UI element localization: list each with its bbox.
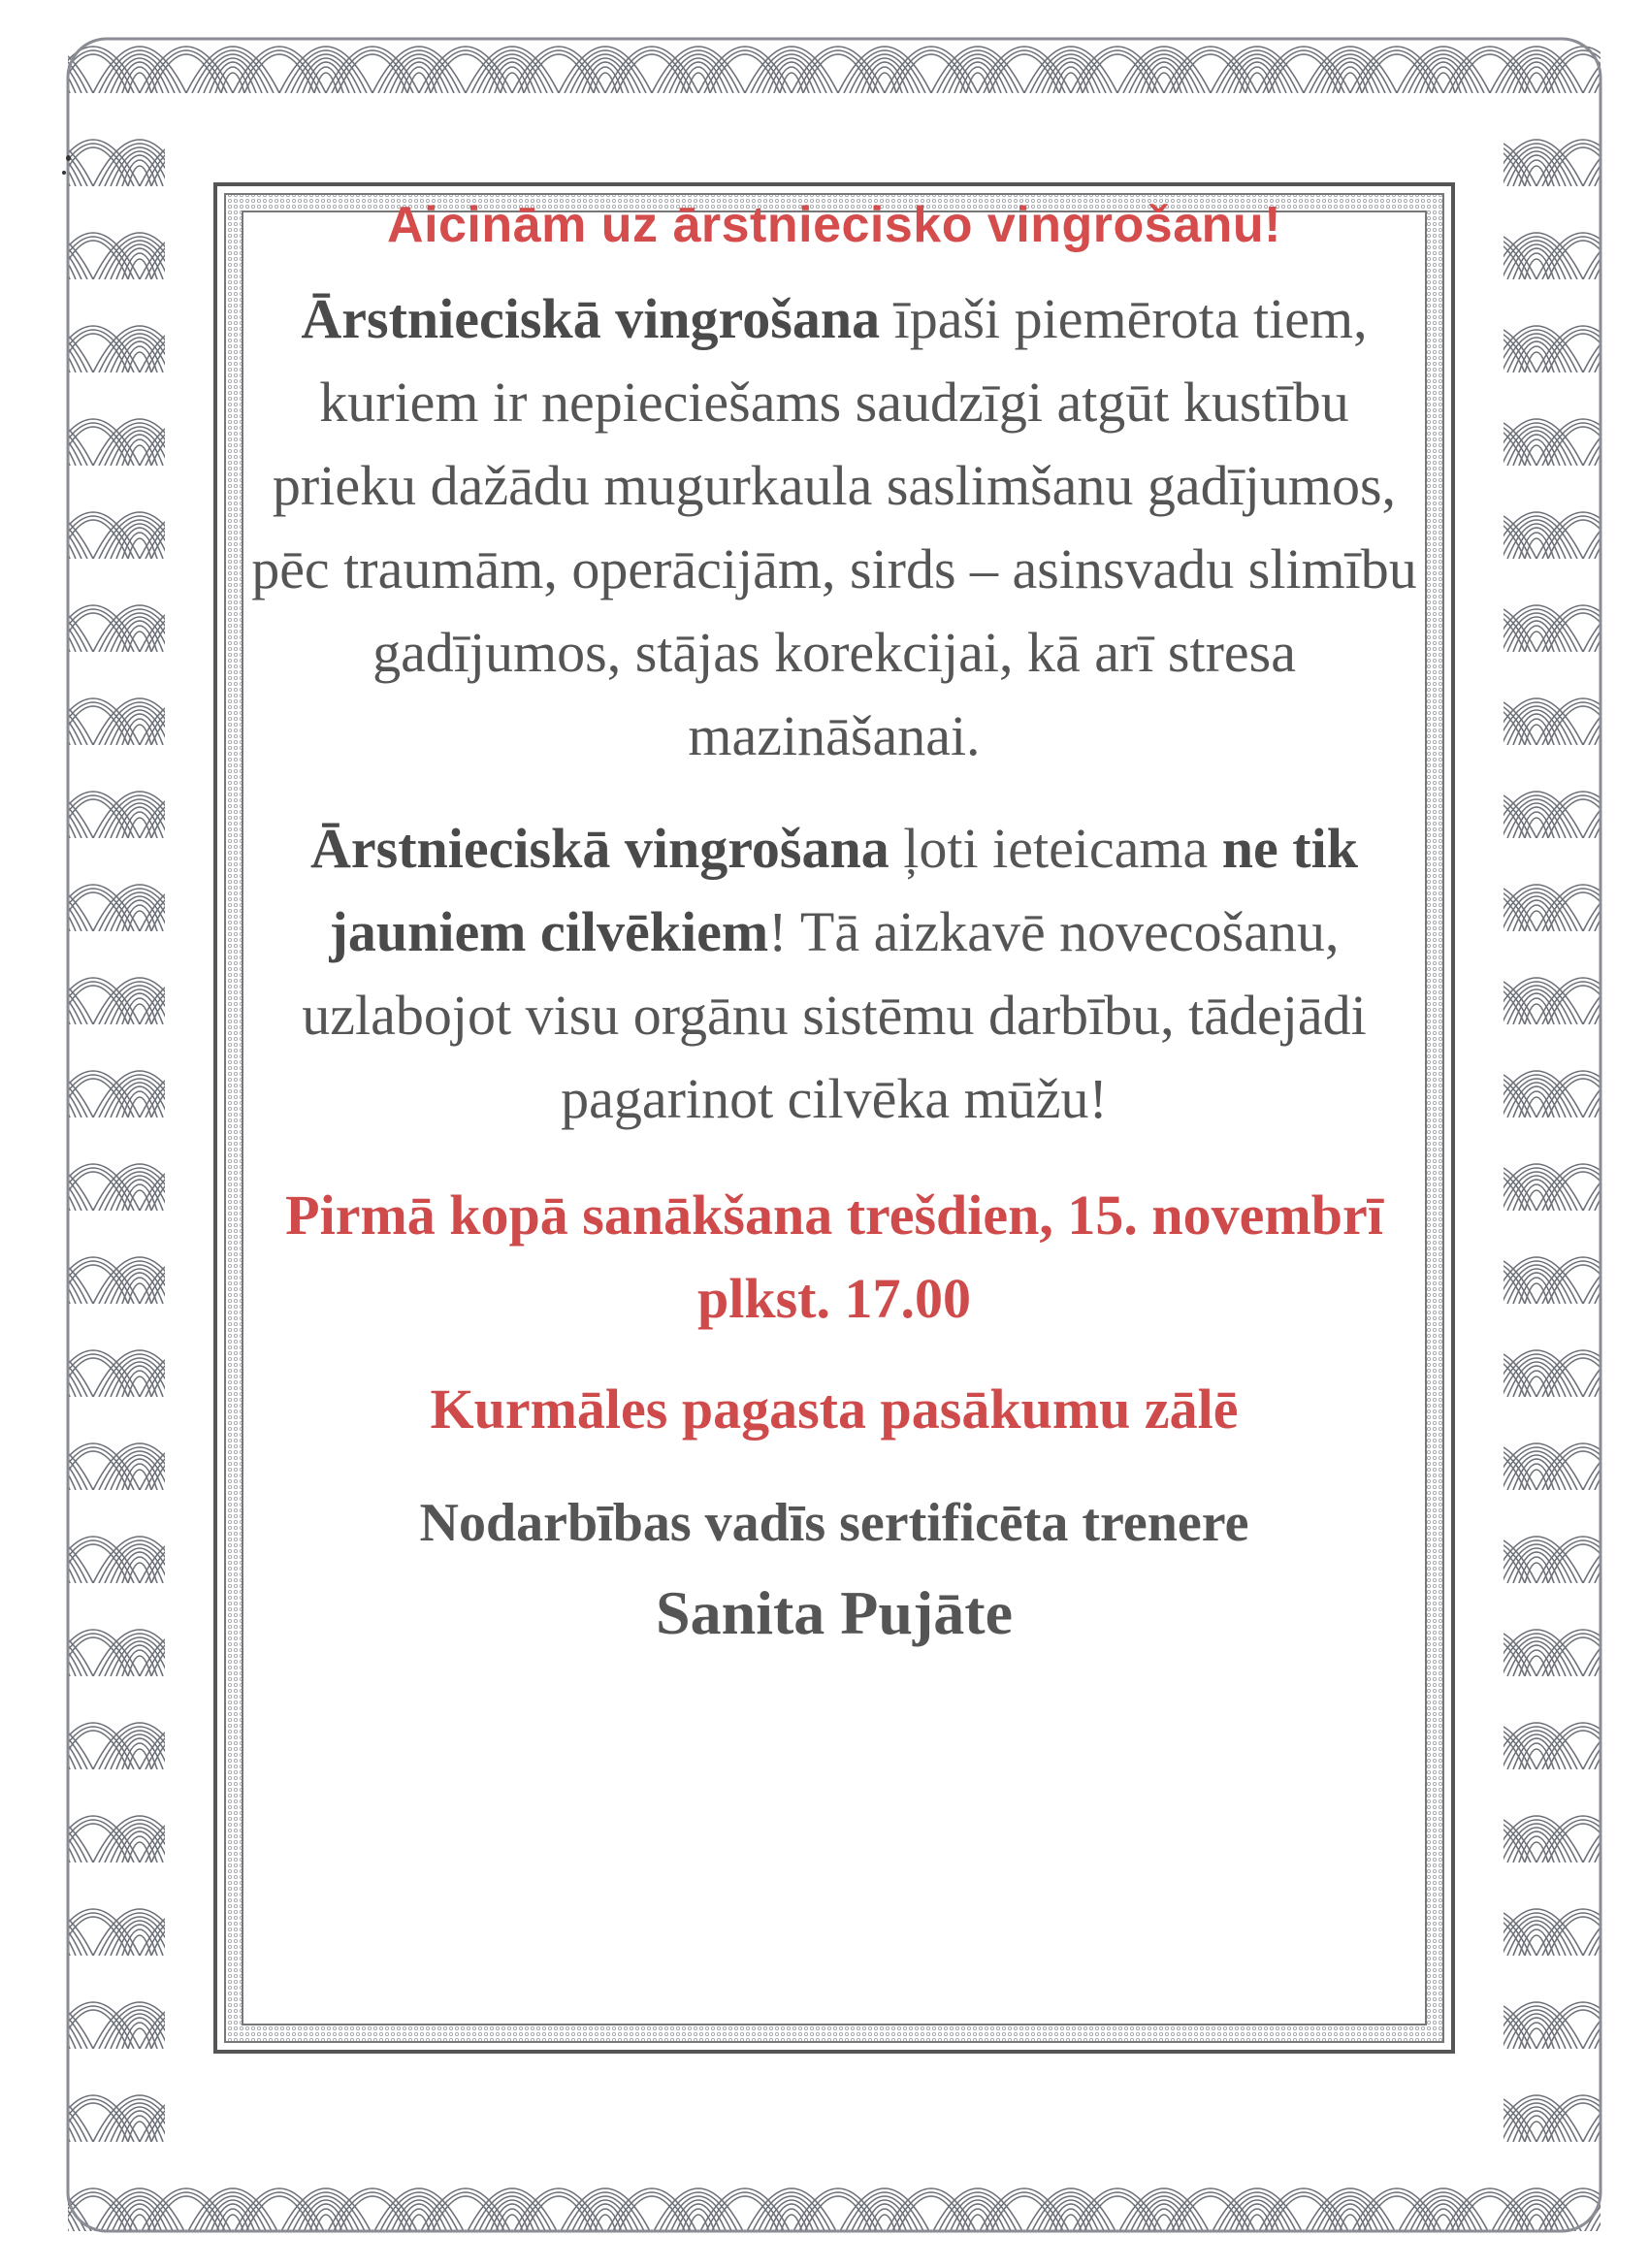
- meeting-time: Pirmā kopā sanākšana trešdien, 15. novembrī plkst. 17.00: [285, 1183, 1383, 1330]
- description-paragraph-1: [242, 277, 1426, 778]
- paragraph2-bold-mid: ne tik jauniem cilvēkiem: [329, 817, 1358, 963]
- scan-speck: [62, 171, 66, 175]
- description-paragraph-2: [242, 807, 1426, 1141]
- paragraph2-text-a: ļoti ieteicama: [889, 817, 1222, 880]
- paragraph1-bold-lead: Ārstnieciskā vingrošana: [301, 287, 881, 350]
- meeting-place: Kurmāles pagasta pasākumu zālē: [430, 1377, 1239, 1441]
- paragraph1-text: īpaši piemērota tiem, kuriem ir nepieciešams saudzīgi atgūt kustību prieku dažādu mugurkaula saslimšanu gadījumos, pēc traumām, operācijām, sirds – asinsvadu slimību gadījumos, stājas korekcijai, kā arī stresa mazināšanai.: [251, 287, 1417, 767]
- paragraph2-text-b: ! Tā aizkavē novecošanu, uzlabojot visu orgānu sistēmu darbību, tādejādi pagarinot cilvēka mūžu!: [302, 900, 1367, 1130]
- page-title: Aicinām uz ārstniecisko vingrošanu!: [387, 197, 1281, 253]
- trainer-line: Nodarbības vadīs sertificēta trenere: [419, 1493, 1249, 1553]
- trainer-name: Sanita Pujāte: [656, 1578, 1013, 1647]
- paragraph2-bold-lead: Ārstnieciskā vingrošana: [310, 817, 889, 880]
- scan-speck: [66, 155, 71, 161]
- flyer-content: [223, 184, 1445, 2052]
